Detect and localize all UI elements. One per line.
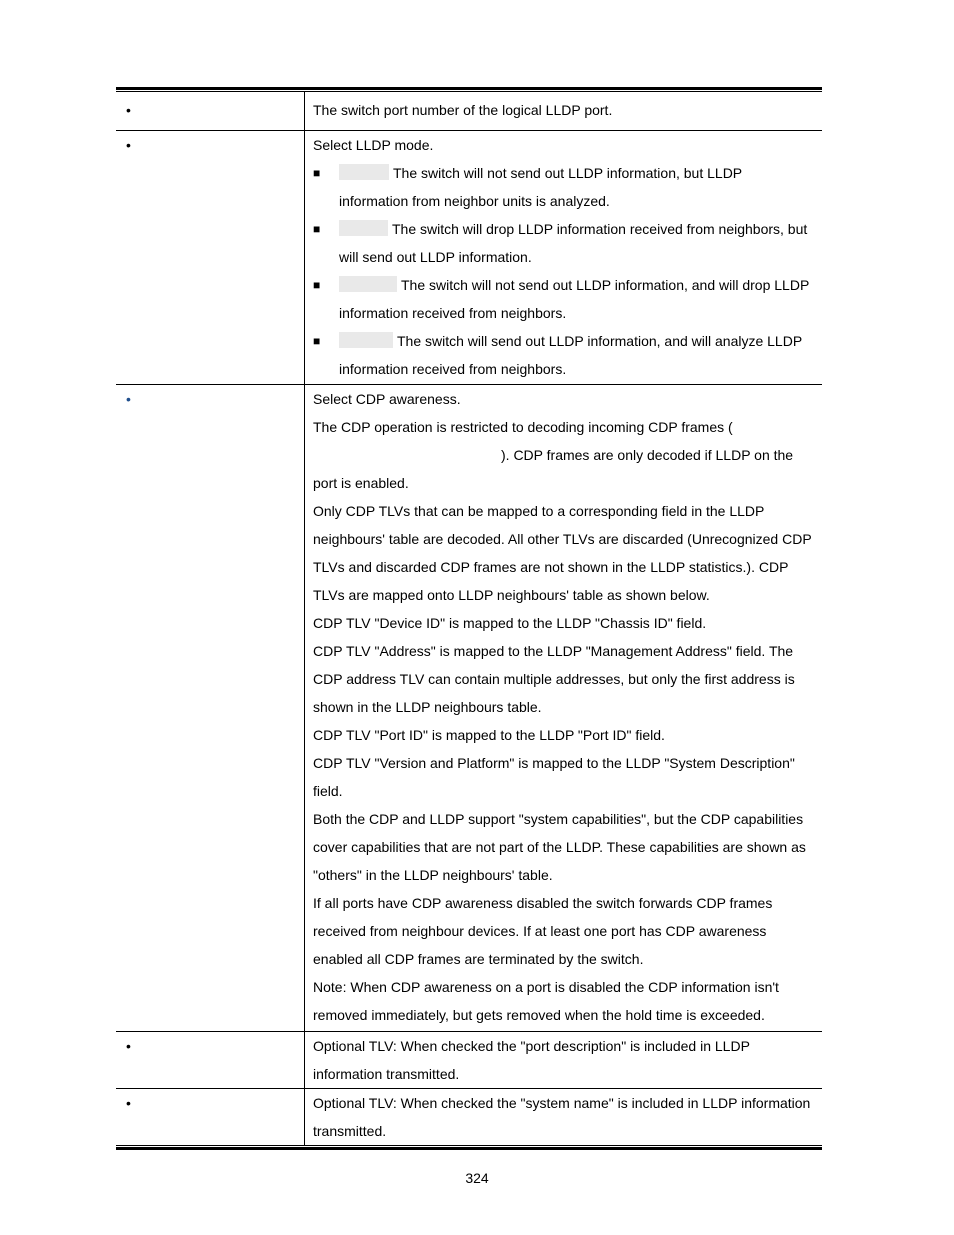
parameter-cell	[116, 385, 305, 1031]
bullet: •	[126, 1095, 131, 1111]
description-text: CDP TLV "Address" is mapped to the LLDP "Management Address" field. The CDP address TLV can contain multiple addresses, but only the first address is shown in the LLDP neighbours table.	[313, 643, 795, 715]
parameter-table	[116, 87, 822, 1150]
description-cell	[305, 92, 822, 130]
description-text: Select CDP awareness.	[313, 391, 461, 407]
list-item-text: The switch will not send out LLDP information, and will drop LLDP information received from neighbors.	[339, 277, 810, 321]
bullet: •	[126, 137, 131, 153]
description-text: CDP TLV "Version and Platform" is mapped to the LLDP "System Description" field.	[313, 755, 795, 799]
parameter-cell	[116, 131, 305, 384]
description-text: The CDP operation is restricted to decoding incoming CDP frames (	[313, 419, 733, 435]
bullet: •	[126, 391, 131, 407]
list-item	[313, 215, 814, 271]
description-text: Note: When CDP awareness on a port is disabled the CDP information isn't removed immediately, but gets removed when the hold time is exceeded.	[313, 979, 779, 1023]
table-row	[116, 130, 822, 384]
option-label-placeholder	[339, 332, 393, 348]
description-text: Only CDP TLVs that can be mapped to a corresponding field in the LLDP neighbours' table are decoded. All other TLVs are discarded (Unrecognized CDP TLVs and discarded CDP frames are not shown in the LLDP statistics.). CDP TLVs are mapped onto LLDP neighbours' table as shown below.	[313, 503, 812, 603]
option-label-placeholder	[339, 164, 389, 180]
bullet: •	[126, 102, 131, 118]
description-text: Optional TLV: When checked the "port description" is included in LLDP information transmitted.	[313, 1038, 750, 1082]
description-cell	[305, 385, 822, 1031]
description-text: If all ports have CDP awareness disabled the switch forwards CDP frames received from neighbour devices. If at least one port has CDP awareness enabled all CDP frames are terminated by the switch.	[313, 895, 773, 967]
table-row	[116, 384, 822, 1031]
list-item-text: The switch will send out LLDP information, and will analyze LLDP information received from neighbors.	[339, 333, 802, 377]
square-bullet-icon: ■	[313, 334, 321, 348]
list-item-text: The switch will drop LLDP information received from neighbors, but will send out LLDP information.	[339, 221, 808, 265]
table-row	[116, 1088, 822, 1145]
bullet: •	[126, 1038, 131, 1054]
list-item-text: The switch will not send out LLDP information, but LLDP information from neighbor units is analyzed.	[339, 165, 742, 209]
description-text: Optional TLV: When checked the "system name" is included in LLDP information transmitted.	[313, 1095, 811, 1139]
option-label-placeholder	[339, 220, 388, 236]
table-bottom-rule	[116, 1145, 822, 1150]
parameter-cell	[116, 1089, 305, 1145]
square-bullet-icon: ■	[313, 166, 321, 180]
list-item	[313, 159, 814, 215]
description-text: CDP TLV "Port ID" is mapped to the LLDP "Port ID" field.	[313, 727, 665, 743]
parameter-cell	[116, 92, 305, 130]
description-cell	[305, 131, 822, 384]
list-item	[313, 327, 814, 383]
description-text: CDP TLV "Device ID" is mapped to the LLDP "Chassis ID" field.	[313, 615, 707, 631]
description-text: Both the CDP and LLDP support "system capabilities", but the CDP capabilities cover capabilities that are not part of the LLDP. These capabilities are shown as "others" in the LLDP neighbours' table.	[313, 811, 806, 883]
description-cell	[305, 1089, 822, 1145]
description-text: ). CDP frames are only decoded if LLDP on the port is enabled.	[313, 447, 794, 491]
square-bullet-icon: ■	[313, 222, 321, 236]
parameter-cell	[116, 1032, 305, 1088]
description-text: Select LLDP mode.	[313, 137, 434, 153]
table-row	[116, 1031, 822, 1088]
option-label-placeholder	[339, 276, 397, 292]
description-cell	[305, 1032, 822, 1088]
table-row	[116, 92, 822, 130]
square-bullet-icon: ■	[313, 278, 321, 292]
page-number: 324	[465, 1170, 489, 1186]
description-text: The switch port number of the logical LLDP port.	[313, 102, 613, 118]
list-item	[313, 271, 814, 327]
